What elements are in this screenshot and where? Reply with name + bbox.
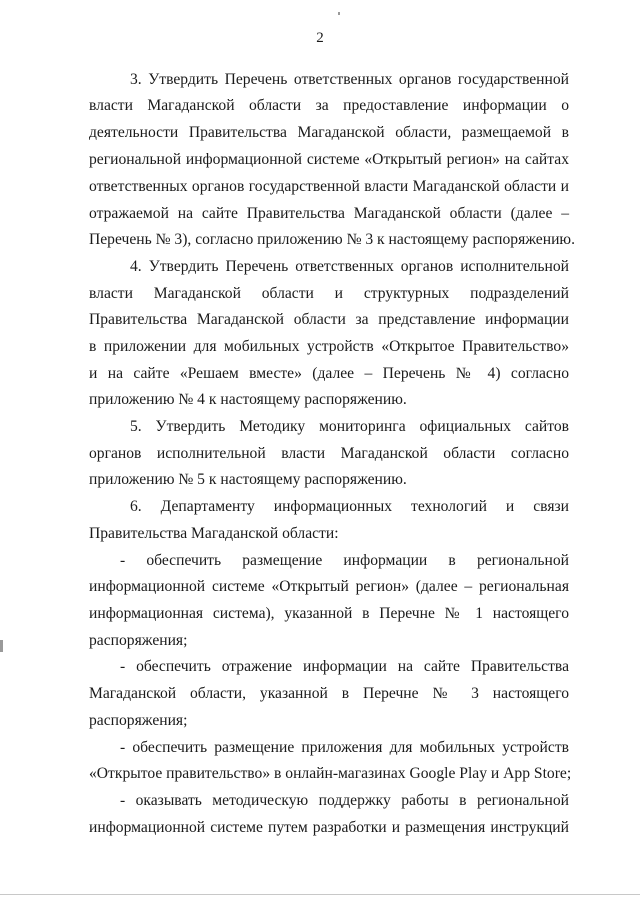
text-line: 3. Утвердить Перечень ответственных органов государственной [130, 71, 569, 88]
text-line: - обеспечить отражение информации на сайте Правительства [120, 658, 569, 675]
text-line: информационная система), указанной в Перечне № 1 настоящего [89, 605, 569, 622]
text-line: отражаемой на сайте Правительства Магаданской области (далее – [89, 205, 569, 222]
text-line: - обеспечить размещение приложения для мобильных устройств [120, 739, 569, 756]
text-line: 4. Утвердить Перечень ответственных органов исполнительной [130, 258, 569, 275]
text-line: в приложении для мобильных устройств «Открытое Правительство» [89, 338, 569, 355]
text-line: региональной информационной системе «Открытый регион» на сайтах [89, 151, 569, 168]
scan-edge-mark [0, 640, 3, 652]
text-line: органов исполнительной власти Магаданской области согласно [89, 445, 569, 462]
text-line: 5. Утвердить Методику мониторинга официальных сайтов [130, 418, 569, 435]
text-line: власти Магаданской области и структурных подразделений [89, 285, 569, 302]
page-number: 2 [316, 30, 324, 46]
text-line: власти Магаданской области за предоставление информации о [89, 97, 569, 114]
text-line: Правительства Магаданской области: [89, 525, 339, 542]
text-line: информационной системе «Открытый регион» (далее – региональная [89, 578, 569, 595]
text-line: - оказывать методическую поддержку работы в региональной [120, 792, 569, 809]
text-line: Магаданской области, указанной в Перечне № 3 настоящего [89, 685, 569, 702]
scan-bottom-line [0, 894, 640, 895]
text-line: «Открытое правительство» в онлайн-магазинах Google Play и App Store; [89, 765, 572, 782]
text-line: приложению № 4 к настоящему распоряжению. [89, 391, 407, 408]
text-line: информационной системе путем разработки и размещения инструкций [89, 819, 569, 836]
text-line: распоряжения; [89, 632, 188, 649]
scan-edge-mark [338, 12, 340, 15]
text-line: Перечень № 3), согласно приложению № 3 к настоящему распоряжению. [89, 231, 575, 248]
text-line: Правительства Магаданской области за представление информации [89, 311, 569, 328]
text-line: распоряжения; [89, 712, 188, 729]
text-line: - обеспечить размещение информации в региональной [120, 552, 569, 569]
text-line: ответственных органов государственной власти Магаданской области и [89, 178, 569, 195]
text-line: деятельности Правительства Магаданской области, размещаемой в [89, 124, 569, 141]
text-line: и на сайте «Решаем вместе» (далее – Перечень № 4) согласно [89, 365, 569, 382]
text-line: 6. Департаменту информационных технологий и связи [130, 498, 569, 515]
text-line: приложению № 5 к настоящему распоряжению. [89, 471, 407, 488]
